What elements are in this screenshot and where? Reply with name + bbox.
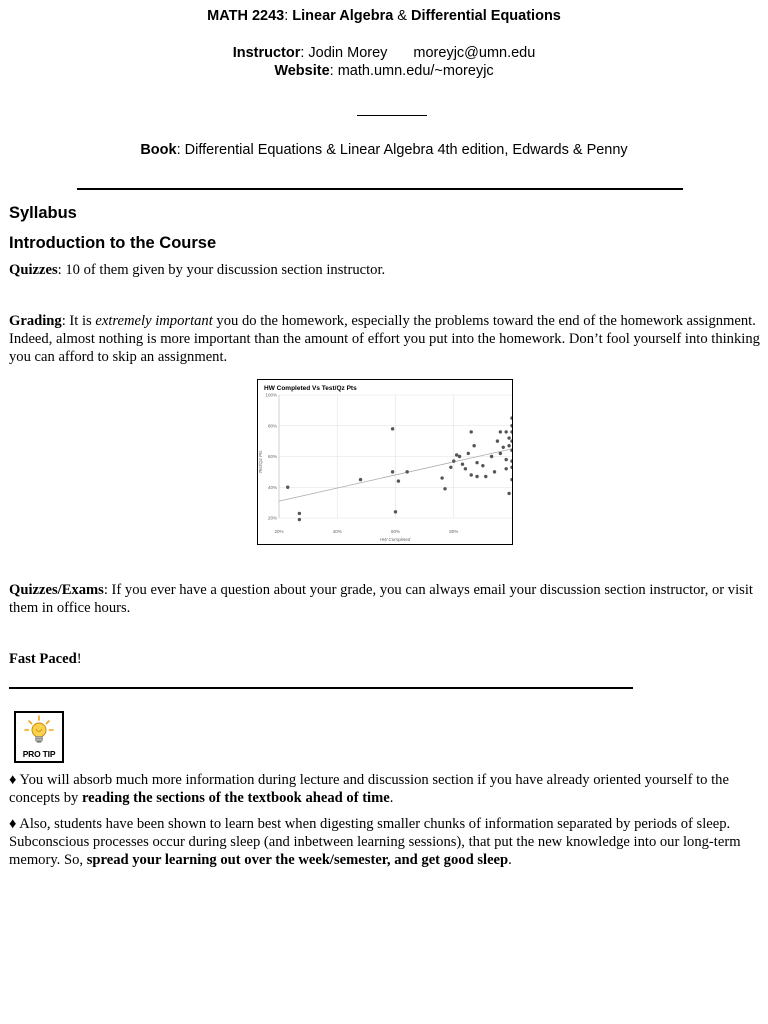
tip-end: . xyxy=(508,851,512,868)
tip-end: . xyxy=(389,789,394,806)
chart-title: HW Completed Vs Test/Qz Pts xyxy=(264,385,357,392)
intro-heading: Introduction to the Course xyxy=(9,234,217,252)
data-point xyxy=(359,478,362,481)
fast-paced-label: Fast Paced xyxy=(9,651,77,667)
tip-text: You will absorb much more information during lecture and discussion section if you have already oriented yourself to the concepts by xyxy=(9,772,729,806)
data-point xyxy=(394,510,397,513)
data-point xyxy=(461,462,464,465)
fast-paced-paragraph xyxy=(9,651,761,669)
data-point xyxy=(443,487,446,490)
quizzes-exams-text: : If you ever have a question about your grade, you can always email your discussion section instructor, or visit them in office hours. xyxy=(9,582,753,616)
data-point xyxy=(504,467,507,470)
data-point xyxy=(481,464,484,467)
chart-tick-labels xyxy=(265,393,458,535)
data-point xyxy=(452,459,455,462)
instructor-email[interactable]: moreyjc@umn.edu xyxy=(413,45,536,61)
data-point xyxy=(504,430,507,433)
grading-label: Grading xyxy=(9,313,62,329)
header-divider xyxy=(77,188,683,190)
data-point xyxy=(475,475,478,478)
chart-points xyxy=(286,416,512,521)
instructor-line xyxy=(0,45,768,61)
x-tick-label: 40% xyxy=(332,529,342,534)
data-point xyxy=(510,466,512,469)
data-point xyxy=(286,486,289,489)
data-point xyxy=(440,476,443,479)
fast-paced-bang: ! xyxy=(76,651,82,667)
data-point xyxy=(507,444,510,447)
data-point xyxy=(449,466,452,469)
data-point xyxy=(504,458,507,461)
tip-bold: spread your learning out over the week/semester, and get good sleep xyxy=(86,851,509,868)
course-title-part1: Linear Algebra xyxy=(292,8,394,24)
quizzes-paragraph xyxy=(9,262,761,280)
data-point xyxy=(510,439,512,442)
grading-text-2: you do the homework, especially the problems toward the end of the homework assignment. Indeed, almost nothing is more important than the amount of effort you put into the homework. Don’t fool yourself into thinking you can afford to skip an assignment. xyxy=(9,313,760,365)
quizzes-text: : 10 of them given by your discussion section instructor. xyxy=(57,262,386,278)
data-point xyxy=(470,430,473,433)
chart-x-label: HW Completed xyxy=(379,537,411,542)
lightbulb-icon xyxy=(16,713,62,749)
course-title-part2: Differential Equations xyxy=(411,8,561,24)
website-url[interactable]: : math.umn.edu/~moreyjc xyxy=(329,63,494,79)
grading-emphasis: extremely important xyxy=(95,313,213,329)
short-divider xyxy=(357,115,427,116)
data-point xyxy=(490,455,493,458)
data-point xyxy=(507,436,510,439)
data-point xyxy=(458,455,461,458)
website-line xyxy=(0,63,768,79)
tip-text: Also, students have been shown to learn best when digesting smaller chunks of information separated by periods of sleep. Subconscious processes occur during sleep (and inbetween learning sessions), that put the new knowledge into our long-term memory. So, xyxy=(9,816,741,868)
book-text: : Differential Equations & Linear Algebra 4th edition, Edwards & Penny xyxy=(176,142,628,158)
quizzes-exams-label: Quizzes/Exams xyxy=(9,582,104,598)
book-line xyxy=(0,142,768,158)
y-tick-label: 60% xyxy=(267,454,277,459)
course-title-colon: : xyxy=(284,8,293,24)
course-title-ampersand: & xyxy=(393,8,412,24)
data-point xyxy=(499,430,502,433)
data-point xyxy=(391,427,394,430)
data-point xyxy=(475,461,478,464)
y-tick-label: 40% xyxy=(267,484,277,490)
data-point xyxy=(510,478,512,481)
instructor-label: Instructor xyxy=(232,45,301,61)
data-point xyxy=(298,518,301,521)
data-point xyxy=(499,452,502,455)
y-tick-label: 100% xyxy=(265,392,277,398)
grading-paragraph xyxy=(9,313,761,366)
pro-tip-badge xyxy=(14,711,64,763)
data-point xyxy=(510,424,512,427)
course-title xyxy=(0,8,768,24)
x-tick-label: 60% xyxy=(390,529,401,534)
data-point xyxy=(484,475,487,478)
data-point xyxy=(467,452,470,455)
data-point xyxy=(298,512,301,515)
y-tick-label: 80% xyxy=(267,423,277,429)
tip-spread-learning xyxy=(9,816,761,869)
data-point xyxy=(470,473,473,476)
data-point xyxy=(405,470,408,473)
course-code: MATH 2243 xyxy=(207,8,285,24)
quizzes-label: Quizzes xyxy=(9,262,58,278)
y-tick-label: 20% xyxy=(267,515,277,521)
section-divider xyxy=(9,687,633,689)
data-point xyxy=(391,470,394,473)
x-tick-label: 80% xyxy=(449,529,459,534)
data-point xyxy=(397,479,400,482)
scatter-plot xyxy=(258,380,512,544)
quizzes-exams-paragraph xyxy=(9,582,761,618)
x-tick-label: 20% xyxy=(274,529,284,534)
bullet-icon: ♦ xyxy=(9,772,17,788)
grading-text-1: : It is xyxy=(61,313,96,329)
data-point xyxy=(464,467,467,470)
data-point xyxy=(493,470,496,473)
data-point xyxy=(510,459,512,462)
tip-bold: reading the sections of the textbook ahead of time xyxy=(81,789,390,806)
tip-reading-ahead xyxy=(9,772,761,808)
pro-tip-label: PRO TIP xyxy=(22,749,56,759)
bullet-icon: ♦ xyxy=(9,816,17,832)
data-point xyxy=(496,439,499,442)
hw-vs-test-chart xyxy=(257,379,513,545)
data-point xyxy=(502,446,505,449)
data-point xyxy=(510,416,512,419)
data-point xyxy=(510,430,512,433)
website-label: Website xyxy=(274,63,330,79)
data-point xyxy=(455,453,458,456)
chart-y-label: Test/Qz Pts xyxy=(258,450,263,474)
instructor-name: : Jodin Morey xyxy=(300,45,388,61)
syllabus-heading: Syllabus xyxy=(9,204,77,222)
data-point xyxy=(472,444,475,447)
data-point xyxy=(507,492,510,495)
book-label: Book xyxy=(140,142,177,158)
